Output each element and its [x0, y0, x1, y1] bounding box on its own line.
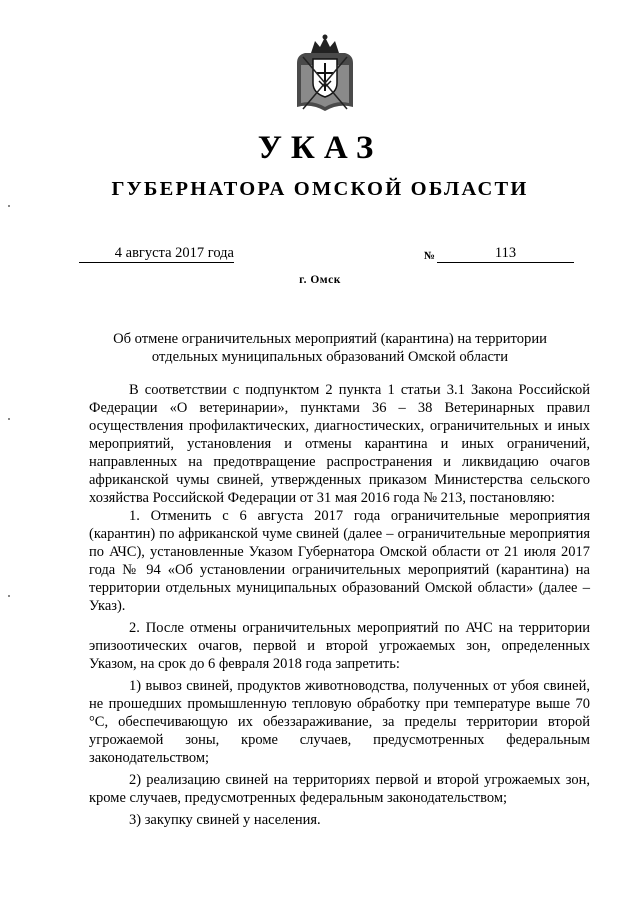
city: г. Омск	[299, 274, 341, 286]
item-1-paragraph: 1. Отменить с 6 августа 2017 года ограничительные мероприятия (карантин) по африканской чуме свиней (далее – ограничительные мероприятия по АЧС), установленные Указом Губернатора Омской области от 21 июля 2017 года № 94 «Об установлении ограничительных мероприятий (карантина) на территории отдельных муниципальных образований Омской области» (далее – Указ).	[89, 508, 590, 614]
number-label: №	[424, 250, 436, 262]
scan-artifact	[8, 205, 10, 207]
preamble-paragraph: В соответствии с подпунктом 2 пункта 1 статьи 3.1 Закона Российской Федерации «О ветеринарии», пунктами 36 – 38 Ветеринарных правил осуществления профилактических, диагностических, ограничительных и иных мероприятий, установления и отмены карантина и иных ограничений, направленных на предотвращение распространения и ликвидацию очагов африканской чумы свиней, утвержденных приказом Министерства сельского хозяйства Российской Федерации от 31 мая 2016 года № 213, постановляю:	[89, 382, 590, 506]
document-title: УКАЗ	[257, 130, 383, 166]
subject-line-2: отдельных муниципальных образований Омской области	[151, 349, 509, 365]
subitem-1-paragraph: 1) вывоз свиней, продуктов животноводства, полученных от убоя свиней, не прошедших промышленную тепловую обработку при температуре выше 70 °С, обеспечивающую их обеззараживание, за пределы территории второй угрожаемой зоны, кроме случаев, предусмотренных федеральным законодательством;	[89, 678, 590, 766]
decree-number: 113	[437, 245, 574, 263]
item-2-paragraph: 2. После отмены ограничительных мероприятий по АЧС на территории эпизоотических очагов, первой и второй угрожаемых зон, определенных Указом, на срок до 6 февраля 2018 года запретить:	[89, 620, 590, 672]
decree-body	[89, 381, 590, 829]
decree-subject	[95, 330, 565, 366]
scan-artifact	[8, 418, 10, 420]
omsk-coat-of-arms-icon	[293, 33, 357, 113]
subitem-3-paragraph: 3) закупку свиней у населения.	[129, 812, 321, 828]
scan-artifact	[8, 595, 10, 597]
subitem-2-paragraph: 2) реализацию свиней на территориях первой и второй угрожаемых зон, кроме случаев, предусмотренных федеральным законодательством;	[89, 772, 590, 806]
decree-date: 4 августа 2017 года	[79, 245, 234, 263]
document-subtitle: ГУБЕРНАТОРА ОМСКОЙ ОБЛАСТИ	[111, 178, 529, 200]
subject-line-1: Об отмене ограничительных мероприятий (карантина) на территории	[113, 331, 547, 347]
